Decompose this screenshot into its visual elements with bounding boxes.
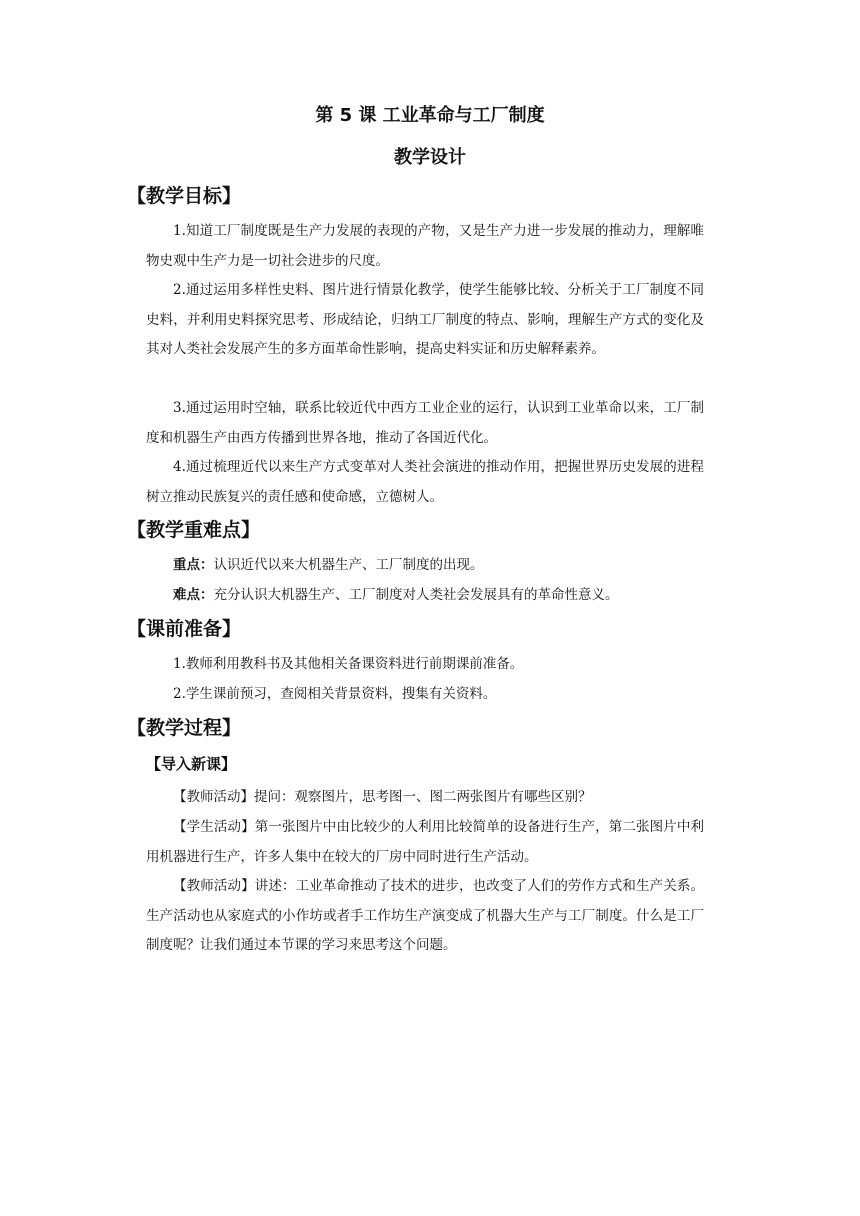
process-item-2: 【学生活动】第一张图片中由比较少的人利用比较简单的设备进行生产，第二张图片中利用机器进行生产，许多人集中在较大的厂房中同时进行生产活动。 (146, 819, 704, 865)
document-subtitle: 教学设计 (394, 147, 466, 168)
difficulty-label: 难点： (173, 587, 214, 603)
goal-item-4: 4.通过梳理近代以来生产方式变革对人类社会演进的推动作用，把握世界历史发展的进程树立推动民族复兴的责任感和使命感，立德树人。 (146, 459, 704, 505)
prep-heading: 【课前准备】 (127, 618, 242, 640)
goal-item-1: 1.知道工厂制度既是生产力发展的表现的产物，又是生产力进一步发展的推动力，理解唯物史观中生产力是一切社会进步的尺度。 (146, 223, 704, 269)
prep-item-2: 2.学生课前预习，查阅相关背景资料，搜集有关资料。 (173, 686, 497, 702)
focus-text: 认识近代以来大机器生产、工厂制度的出现。 (213, 557, 484, 573)
prep-item-1: 1.教师利用教科书及其他相关备课资料进行前期课前准备。 (173, 656, 524, 672)
goals-heading: 【教学目标】 (127, 185, 242, 207)
goal-item-2: 2.通过运用多样性史料、图片进行情景化教学，使学生能够比较、分析关于工厂制度不同史料，并利用史料探究思考、形成结论，归纳工厂制度的特点、影响，理解生产方式的变化及其对人类社会发展产生的多方面革命性影响，提高史料实证和历史解释素养。 (146, 282, 704, 357)
lesson-title: 第 5 课 工业革命与工厂制度 (315, 105, 545, 126)
goal-item-3: 3.通过运用时空轴，联系比较近代中西方工业企业的运行，认识到工业革命以来，工厂制度和机器生产由西方传播到世界各地，推动了各国近代化。 (146, 400, 704, 446)
process-item-1: 【教师活动】提问：观察图片，思考图一、图二两张图片有哪些区别？ (173, 789, 592, 805)
intro-heading: 【导入新课】 (146, 755, 237, 773)
difficulty-text: 充分认识大机器生产、工厂制度对人类社会发展具有的革命性意义。 (213, 587, 619, 603)
process-item-3: 【教师活动】讲述：工业革命推动了技术的进步，也改变了人们的劳作方式和生产关系。生产活动也从家庭式的小作坊或者手工作坊生产演变成了机器大生产与工厂制度。什么是工厂制度呢？让我们通过本节课的学习来思考这个问题。 (146, 878, 704, 953)
keypoint-difficulty (146, 581, 704, 611)
keypoints-heading: 【教学重难点】 (127, 519, 261, 541)
process-heading: 【教学过程】 (127, 717, 242, 739)
focus-label: 重点： (173, 557, 214, 573)
keypoint-focus (146, 551, 704, 581)
